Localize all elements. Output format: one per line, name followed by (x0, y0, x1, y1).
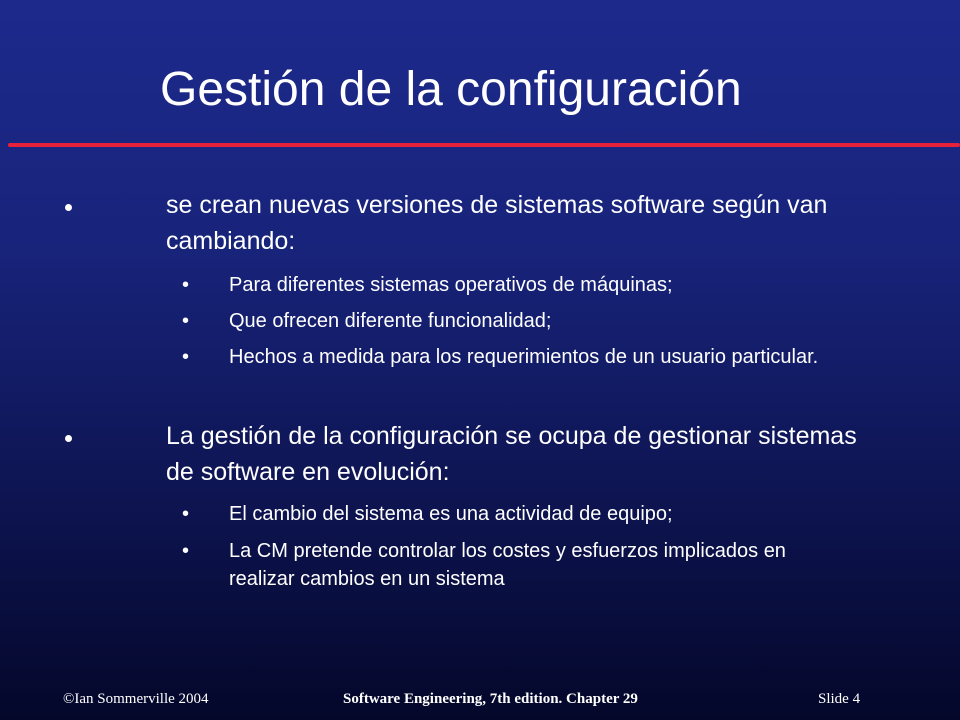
sub-bullet-item (182, 537, 849, 593)
sub-bullet-item (182, 307, 889, 335)
sub-bullet-dot-icon: • (182, 346, 190, 368)
sub-bullet-text: Que ofrecen diferente funcionalidad; (229, 310, 552, 332)
sub-bullet-text: Para diferentes sistemas operativos de máquinas; (229, 274, 673, 296)
sub-bullet-text: La CM pretende controlar los costes y esfuerzos implicados en realizar cambios en un sistema (229, 540, 786, 590)
sub-bullet-dot-icon: • (182, 503, 190, 525)
sub-bullet-text: El cambio del sistema es una actividad de equipo; (229, 503, 673, 525)
footer-copyright: ©Ian Sommerville 2004 (63, 691, 209, 707)
slide-title: Gestión de la configuración (160, 63, 742, 116)
bullet-dot-icon (65, 204, 72, 211)
sub-bullet-item (182, 500, 889, 528)
bullet-text: se crean nuevas versiones de sistemas software según van cambiando: (166, 191, 828, 255)
bullet-item (166, 418, 866, 490)
footer-book-title: Software Engineering, 7th edition. Chapter 29 (343, 691, 638, 707)
sub-bullet-dot-icon: • (182, 310, 190, 332)
title-divider (8, 143, 960, 147)
bullet-item (166, 187, 866, 259)
sub-bullet-dot-icon: • (182, 274, 190, 296)
footer-slide-number: Slide 4 (818, 691, 861, 707)
bullet-text: La gestión de la configuración se ocupa de gestionar sistemas de software en evolución: (166, 422, 857, 486)
sub-bullet-text: Hechos a medida para los requerimientos de un usuario particular. (229, 346, 819, 368)
sub-bullet-item (182, 271, 889, 299)
bullet-dot-icon (65, 435, 72, 442)
sub-bullet-dot-icon: • (182, 540, 190, 562)
sub-bullet-item (182, 343, 889, 371)
